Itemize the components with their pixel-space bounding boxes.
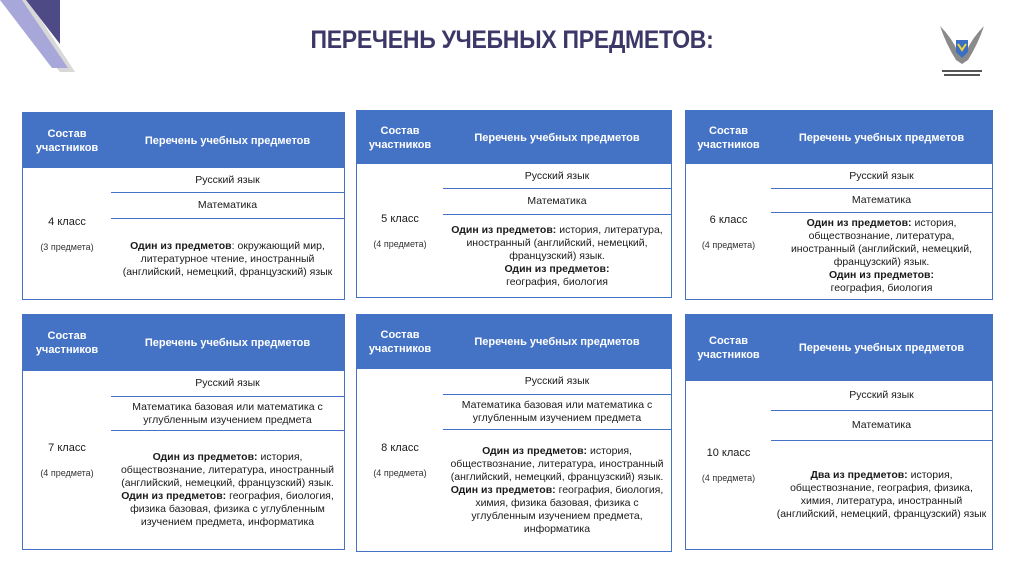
subject-count: (4 предмета): [373, 468, 427, 478]
subject-text: [115, 199, 340, 212]
subject-list: Русский язык: [524, 375, 590, 387]
subject-list: Русский язык: [195, 173, 260, 186]
grade-label: 6 класс: [709, 213, 748, 226]
subjects-column: [443, 164, 671, 297]
grade-cell: [686, 164, 771, 299]
subjects-column: [111, 371, 344, 549]
header-subjects: Перечень учебных предметов: [144, 134, 311, 147]
subject-list: история, обществознание, литература, иностранный (английский, немецкий, французский) язык.: [120, 451, 335, 489]
subject-row: [771, 441, 992, 549]
subjects-table: [356, 110, 672, 298]
subject-group-label: Один из предметов: [130, 239, 232, 252]
subject-count: (3 предмета): [40, 241, 94, 252]
subjects-column: [771, 164, 992, 299]
subject-row: [771, 213, 992, 299]
grade-label: 7 класс: [48, 442, 86, 454]
subjects-table: [22, 314, 345, 550]
subject-list: география, биология, физика базовая, физика с углубленным изучением предмета, информатика: [130, 490, 334, 528]
subject-count: (4 предмета): [373, 238, 427, 249]
subject-count: (4 предмета): [701, 239, 756, 250]
page-title: ПЕРЕЧЕНЬ УЧЕБНЫХ ПРЕДМЕТОВ:: [310, 26, 714, 54]
subject-list: география, биология, химия, физика базовая, физика с углубленным изучением предмета, информатика: [471, 484, 664, 535]
subject-row: [443, 189, 671, 215]
subject-group-label: Один из предметов:: [152, 451, 258, 463]
subject-row: [111, 193, 344, 219]
subject-row: [771, 381, 992, 411]
subject-list: Математика базовая или математика с углубленным изучением предмета: [132, 400, 323, 426]
subject-row: [771, 189, 992, 213]
subject-list: Математика: [197, 199, 258, 211]
subject-group-label: Один из предметов:: [121, 490, 227, 502]
subject-text: [775, 389, 988, 402]
subject-row: [443, 430, 671, 551]
subjects-table: [685, 314, 993, 550]
header-participants: Состав участников: [368, 124, 432, 151]
table-body: [357, 164, 671, 297]
subjects-column: [771, 381, 992, 549]
subject-list: география, биология: [830, 282, 933, 294]
subject-text: [447, 375, 667, 388]
subject-group-label: Один из предметов:: [829, 269, 934, 281]
table-header: [23, 113, 344, 168]
grade-label: 4 класс: [48, 215, 86, 228]
subject-text: [447, 170, 667, 183]
subject-text: [447, 399, 667, 425]
subject-list: Математика: [851, 419, 912, 431]
subjects-table: [22, 112, 345, 300]
header-subjects: Перечень учебных предметов: [474, 131, 640, 144]
table-body: [686, 164, 992, 299]
subjects-column: [443, 369, 671, 551]
subject-text: [115, 377, 340, 390]
subject-list: Русский язык: [849, 169, 914, 182]
table-body: [23, 371, 344, 549]
subject-list: история, литература, иностранный (английский, немецкий, французский) язык.: [466, 223, 663, 262]
subject-list: Математика: [527, 195, 587, 207]
subject-list: география, биология: [506, 275, 608, 288]
subject-row: [443, 395, 671, 430]
table-header: [23, 315, 344, 371]
subject-count: (4 предмета): [40, 468, 94, 478]
table-header: [686, 111, 992, 164]
subject-row: [771, 164, 992, 189]
subjects-column: [111, 168, 344, 299]
subject-list: : окружающий мир, литературное чтение, иностранный (английский, немецкий, французский) язык: [122, 239, 333, 278]
subject-text: [775, 217, 988, 295]
rosobrnadzor-logo: [932, 18, 992, 78]
table-header: [686, 315, 992, 381]
subject-row: [111, 168, 344, 193]
subject-list: Математика: [851, 194, 912, 206]
header-subjects: Перечень учебных предметов: [474, 336, 640, 348]
table-body: [23, 168, 344, 299]
table-header: [357, 315, 671, 369]
header-subjects: Перечень учебных предметов: [144, 337, 311, 349]
grade-cell: [686, 381, 771, 549]
subject-row: [771, 411, 992, 441]
grade-label: 10 класс: [706, 447, 751, 459]
header-participants: Состав участников: [697, 124, 760, 151]
subject-text: [115, 401, 340, 427]
table-header: [357, 111, 671, 164]
subject-count: (4 предмета): [701, 473, 756, 483]
header-participants: Состав участников: [35, 330, 99, 356]
subject-list: история, обществознание, литература, иностранный (английский, немецкий, французский) язык.: [450, 445, 664, 483]
subject-text: [115, 240, 340, 279]
grade-label: 5 класс: [381, 212, 419, 225]
subject-row: [111, 397, 344, 431]
subject-list: история, обществознание, литература, иностранный (английский, немецкий, французский) язык.: [790, 217, 973, 268]
subjects-table: [685, 110, 993, 300]
subject-list: история, обществознание, география, физика, химия, литература, иностранный (английский, немецкий, французский) язык: [776, 469, 987, 520]
grade-cell: [23, 371, 111, 549]
subject-list: Математика базовая или математика с углубленным изучением предмета: [461, 399, 653, 424]
header-participants: Состав участников: [368, 329, 432, 355]
table-body: [686, 381, 992, 549]
subject-group-label: Один из предметов:: [450, 484, 556, 496]
header-participants: Состав участников: [697, 335, 760, 361]
grade-cell: [357, 369, 443, 551]
grade-cell: [357, 164, 443, 297]
table-body: [357, 369, 671, 551]
header-subjects: Перечень учебных предметов: [798, 342, 965, 354]
subject-row: [443, 369, 671, 395]
subject-text: [115, 174, 340, 187]
subject-list: Русский язык: [849, 389, 914, 401]
subject-list: Русский язык: [195, 377, 260, 389]
grade-cell: [23, 168, 111, 299]
subject-text: [775, 170, 988, 183]
subject-row: [443, 215, 671, 297]
subjects-table: [356, 314, 672, 552]
subject-text: [115, 451, 340, 529]
header-subjects: Перечень учебных предметов: [798, 131, 965, 144]
subject-text: [447, 445, 667, 536]
subject-row: [111, 431, 344, 549]
subject-row: [111, 371, 344, 397]
grade-label: 8 класс: [381, 442, 419, 454]
subject-row: [443, 164, 671, 189]
subject-text: [775, 469, 988, 521]
subject-list: Русский язык: [524, 169, 590, 182]
subject-group-label: Два из предметов:: [810, 469, 908, 481]
subject-group-label: Один из предметов:: [504, 262, 610, 275]
subject-text: [775, 419, 988, 432]
subject-group-label: Один из предметов:: [451, 223, 557, 236]
subject-text: [447, 224, 667, 289]
subject-group-label: Один из предметов:: [482, 445, 588, 457]
subject-text: [775, 194, 988, 207]
subject-text: [447, 195, 667, 208]
subject-group-label: Один из предметов:: [806, 217, 912, 229]
header-participants: Состав участников: [35, 127, 99, 154]
subject-row: [111, 219, 344, 299]
